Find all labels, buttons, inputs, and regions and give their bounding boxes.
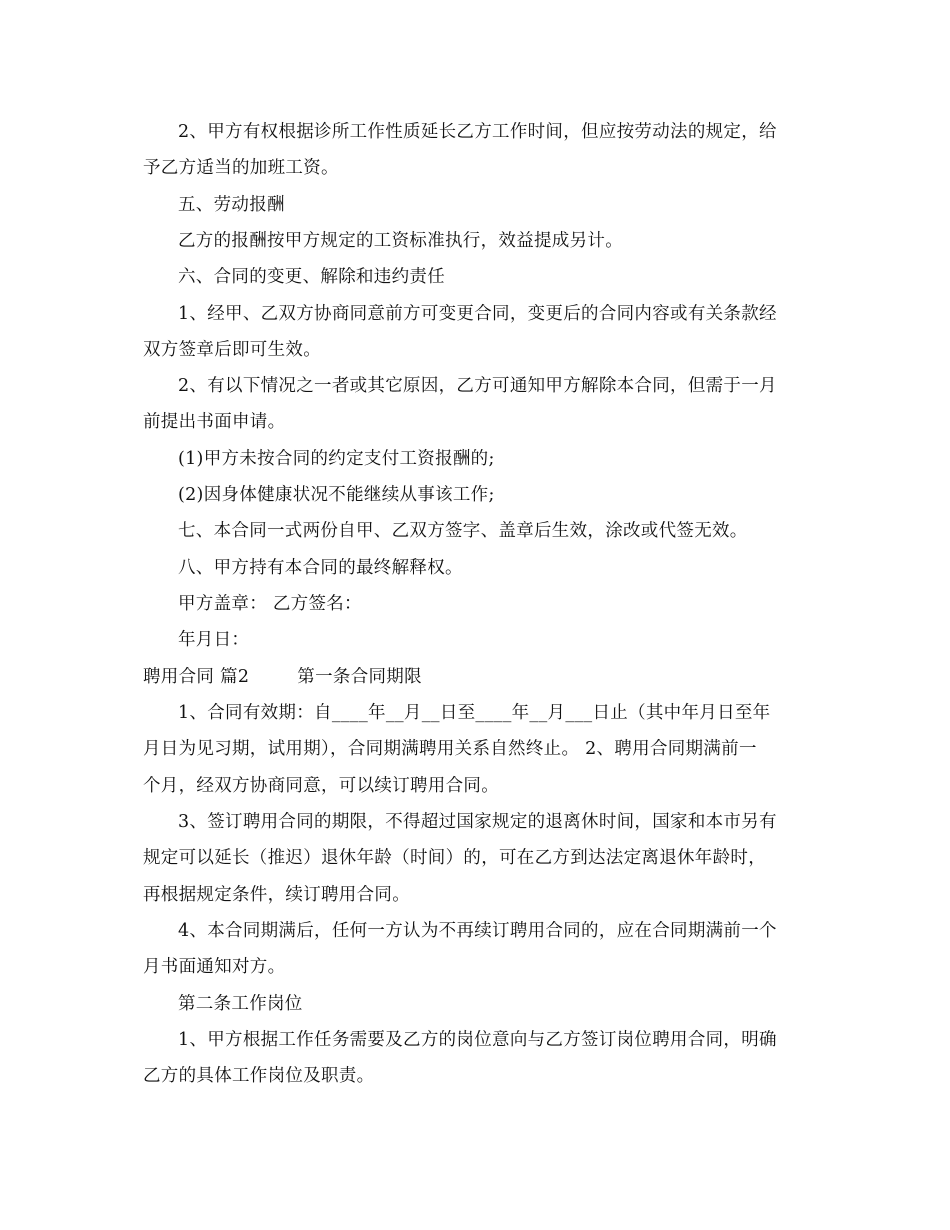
article-1-heading: 第一条合同期限	[297, 667, 422, 687]
paragraph-validity-line-1: 1、合同有效期：自____年__月__日至____年__月___日止（其中年月日至年	[178, 703, 771, 723]
paragraph-term-limit-line-2: 规定可以延长（推迟）退休年龄（时间）的，可在乙方到达法定离退休年龄时，	[143, 848, 766, 868]
paragraph-term-limit-line-1: 3、签订聘用合同的期限，不得超过国家规定的退离休时间，国家和本市另有	[178, 812, 777, 832]
list-item-2: (2)因身体健康状况不能继续从事该工作;	[178, 485, 495, 505]
contract-title: 聘用合同 篇2	[143, 667, 250, 687]
section-heading-changes: 六、合同的变更、解除和违约责任	[178, 267, 445, 287]
paragraph-overtime-line-2: 予乙方适当的加班工资。	[143, 158, 339, 178]
paragraph-term-limit-line-3: 再根据规定条件，续订聘用合同。	[143, 885, 410, 905]
section-copies: 七、本合同一式两份自甲、乙双方签字、盖章后生效，涂改或代签无效。	[178, 521, 748, 541]
paragraph-change-line-1: 1、经甲、乙双方协商同意前方可变更合同，变更后的合同内容或有关条款经	[178, 304, 777, 324]
paragraph-position-line-1: 1、甲方根据工作任务需要及乙方的岗位意向与乙方签订岗位聘用合同，明确	[178, 1030, 777, 1050]
list-item-1: (1)甲方未按合同的约定支付工资报酬的;	[178, 449, 495, 469]
section-heading-remuneration: 五、劳动报酬	[178, 195, 285, 215]
paragraph-validity-line-3: 个月，经双方协商同意，可以续订聘用合同。	[143, 776, 499, 796]
paragraph-termination-line-1: 2、有以下情况之一者或其它原因，乙方可通知甲方解除本合同，但需于一月	[178, 376, 777, 396]
paragraph-overtime-line-1: 2、甲方有权根据诊所工作性质延长乙方工作时间，但应按劳动法的规定，给	[178, 122, 777, 142]
paragraph-change-line-2: 双方签章后即可生效。	[143, 340, 321, 360]
article-2-heading: 第二条工作岗位	[178, 994, 303, 1014]
paragraph-position-line-2: 乙方的具体工作岗位及职责。	[143, 1066, 375, 1086]
section-interpretation: 八、甲方持有本合同的最终解释权。	[178, 558, 463, 578]
paragraph-expiry-line-2: 月书面通知对方。	[143, 957, 286, 977]
signature-line: 甲方盖章： 乙方签名：	[178, 594, 362, 614]
date-line: 年月日：	[178, 630, 250, 650]
paragraph-expiry-line-1: 4、本合同期满后，任何一方认为不再续订聘用合同的，应在合同期满前一个	[178, 921, 777, 941]
paragraph-remuneration: 乙方的报酬按甲方规定的工资标准执行，效益提成另计。	[178, 231, 623, 251]
contract-title-line	[143, 665, 422, 689]
paragraph-termination-line-2: 前提出书面申请。	[143, 412, 286, 432]
paragraph-validity-line-2: 月日为见习期，试用期），合同期满聘用关系自然终止。 2、聘用合同期满前一	[143, 739, 757, 759]
